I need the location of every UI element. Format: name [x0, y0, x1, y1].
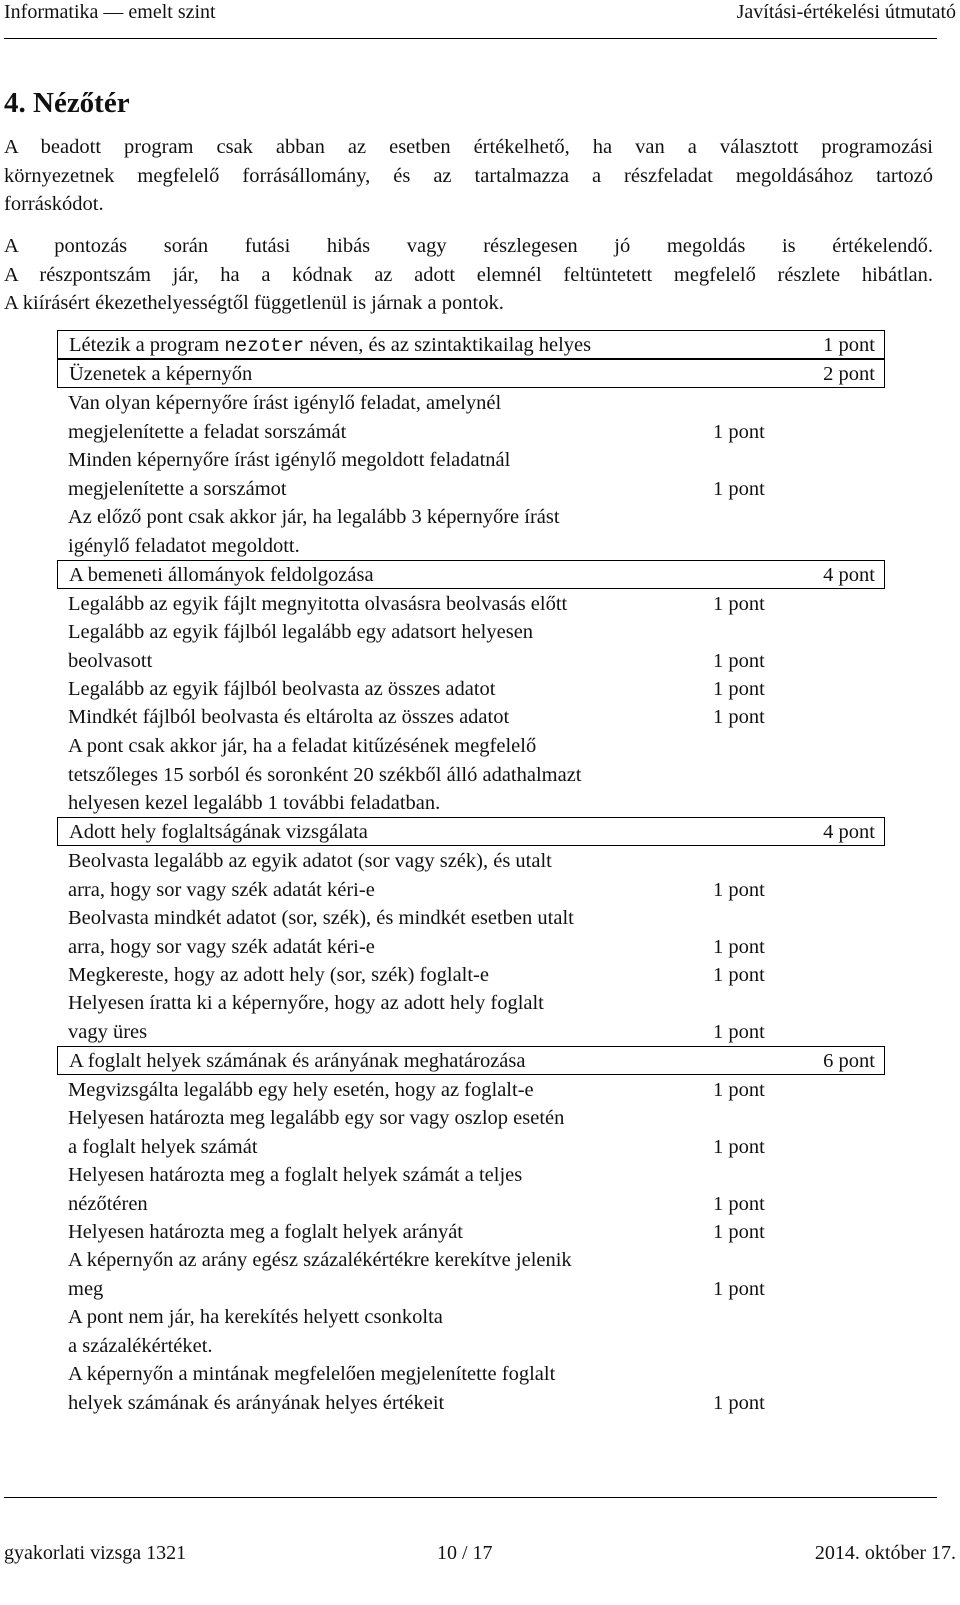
footer-page-number: 10 / 17 — [437, 1542, 493, 1564]
rubric-item — [57, 847, 885, 904]
item-points: 1 pont — [713, 1020, 765, 1043]
item-text-line-1: Legalább az egyik fájlból beolvasta az összes adatot — [68, 678, 496, 700]
item-text-line-1: Megkereste, hogy az adott hely (sor, szék) foglalt-e — [68, 964, 489, 986]
text-line: A kiírásért ékezethelyességtől függetlenül is járnak a pontok. — [4, 292, 504, 314]
item-text-line-1: Van olyan képernyőre írást igénylő feladat, amelynél — [68, 392, 502, 414]
item-text-line-2: megjelenítette a feladat sorszámát — [68, 420, 347, 443]
rubric-item — [57, 590, 885, 619]
header-divider — [4, 38, 937, 39]
item-points: 1 pont — [713, 649, 765, 672]
item-text-line-1: A képernyőn az arány egész százalékértékre kerekítve jelenik — [68, 1249, 572, 1271]
rubric-item — [57, 1218, 885, 1247]
rubric-section-screen-messages — [57, 359, 885, 388]
item-points: 1 pont — [713, 420, 765, 443]
item-text-line-2: arra, hogy sor vagy szék adatát kéri-e — [68, 878, 375, 901]
note-line-2: a százalékértéket. — [68, 1334, 213, 1357]
item-text-line-1: A képernyőn a mintának megfelelően megjelenítette foglalt — [68, 1363, 556, 1385]
item-points: 1 pont — [713, 1192, 765, 1215]
rubric-item — [57, 703, 885, 732]
rubric-section-occupied-count-ratio — [57, 1046, 885, 1075]
item-text-line-2: arra, hogy sor vagy szék adatát kéri-e — [68, 935, 375, 958]
rubric-note — [57, 1303, 885, 1360]
section-points: 2 pont — [823, 363, 875, 385]
row-text-prefix: Létezik a program — [69, 334, 225, 356]
rubric-section-seat-occupancy — [57, 817, 885, 846]
section-points: 4 pont — [823, 564, 875, 586]
intro-paragraph-2 — [4, 232, 933, 318]
intro-paragraph-1 — [4, 133, 933, 219]
rubric-item — [57, 989, 885, 1046]
rubric-row-program-exists — [57, 330, 885, 359]
item-text-line-1: Mindkét fájlból beolvasta és eltárolta az összes adatot — [68, 706, 510, 728]
item-text-line-1: Legalább az egyik fájlból legalább egy adatsort helyesen — [68, 621, 534, 643]
text-line: környezetnek megfelelő forrásállomány, és az tartalmazza a részfeladat megoldásához tartozó — [4, 164, 933, 187]
item-text-line-1: Legalább az egyik fájlt megnyitotta olvasásra beolvasás előtt — [68, 593, 568, 615]
footer-exam-id: gyakorlati vizsga 1321 — [4, 1542, 187, 1564]
item-points: 1 pont — [713, 1079, 765, 1101]
text-line: forráskódot. — [4, 193, 104, 215]
footer-divider — [4, 1497, 937, 1498]
rubric-item — [57, 618, 885, 675]
page-title: 4. Nézőtér — [4, 87, 130, 119]
rubric-item — [57, 389, 885, 446]
item-points: 1 pont — [713, 678, 765, 700]
item-points: 1 pont — [713, 1221, 765, 1243]
item-points: 1 pont — [713, 1391, 765, 1414]
item-text-line-1: Minden képernyőre írást igénylő megoldott feladatnál — [68, 449, 511, 471]
item-points: 1 pont — [713, 1277, 765, 1300]
text-line: A pontozás során futási hibás vagy részlegesen jó megoldás is értékelendő. — [4, 235, 933, 257]
section-points: 1 pont — [823, 334, 875, 356]
footer-date: 2014. október 17. — [814, 1542, 956, 1564]
section-title: Adott hely foglaltságának vizsgálata — [69, 821, 368, 843]
section-points: 4 pont — [823, 821, 875, 843]
rubric-item — [57, 1076, 885, 1105]
section-title: A bemeneti állományok feldolgozása — [69, 564, 374, 586]
note-line-1: A pont csak akkor jár, ha a feladat kitűzésének megfelelő — [68, 735, 537, 757]
item-text-line-2: helyek számának és arányának helyes értékeit — [68, 1391, 445, 1414]
header-doc-type: Javítási-értékelési útmutató — [736, 1, 956, 23]
header-subject: Informatika — emelt szint — [4, 1, 216, 23]
item-points: 1 pont — [713, 477, 765, 500]
program-name-code: nezoter — [224, 335, 305, 357]
item-text-line-1: Helyesen határozta meg a foglalt helyek számát a teljes — [68, 1164, 523, 1186]
text-line: A részpontszám jár, ha a kódnak az adott elemnél feltüntetett megfelelő részlete hibátlan. — [4, 263, 933, 286]
item-text-line-1: Helyesen íratta ki a képernyőre, hogy az adott hely foglalt — [68, 992, 544, 1014]
rubric-note — [57, 503, 885, 560]
note-line-1: Az előző pont csak akkor jár, ha legalább 3 képernyőre írást — [68, 506, 560, 528]
note-line-3: helyesen kezel legalább 1 további feladatban. — [68, 792, 441, 814]
item-text-line-1: Megvizsgálta legalább egy hely esetén, hogy az foglalt-e — [68, 1079, 534, 1101]
rubric-item — [57, 1161, 885, 1218]
item-text-line-1: Helyesen határozta meg legalább egy sor vagy oszlop esetén — [68, 1107, 565, 1129]
item-text-line-2: a foglalt helyek számát — [68, 1135, 258, 1158]
item-points: 1 pont — [713, 593, 765, 615]
item-text-line-1: Beolvasta legalább az egyik adatot (sor vagy szék), és utalt — [68, 850, 552, 872]
item-points: 1 pont — [713, 935, 765, 958]
item-points: 1 pont — [713, 706, 765, 728]
note-line-2: tetszőleges 15 sorból és soronként 20 székből álló adathalmazt — [68, 763, 582, 786]
item-text-line-2: vagy üres — [68, 1020, 148, 1043]
row-text-suffix: néven, és az szintaktikailag helyes — [304, 334, 592, 356]
rubric-item — [57, 446, 885, 503]
rubric-item — [57, 904, 885, 961]
item-text-line-2: meg — [68, 1277, 104, 1300]
item-points: 1 pont — [713, 1135, 765, 1158]
rubric-item — [57, 1104, 885, 1161]
item-text-line-2: nézőtéren — [68, 1192, 148, 1215]
rubric-item — [57, 1246, 885, 1303]
section-title: A foglalt helyek számának és arányának meghatározása — [69, 1050, 526, 1072]
item-text-line-1: Helyesen határozta meg a foglalt helyek arányát — [68, 1221, 464, 1243]
item-text-line-2: beolvasott — [68, 649, 153, 672]
item-text-line-2: megjelenítette a sorszámot — [68, 477, 287, 500]
rubric-item — [57, 961, 885, 990]
note-line-2: igénylő feladatot megoldott. — [68, 534, 300, 557]
section-points: 6 pont — [823, 1050, 875, 1072]
item-points: 1 pont — [713, 964, 765, 986]
item-points: 1 pont — [713, 878, 765, 901]
rubric-note — [57, 732, 885, 818]
section-title: Üzenetek a képernyőn — [69, 363, 253, 385]
row-text — [69, 331, 591, 361]
rubric-section-input-processing — [57, 560, 885, 589]
rubric-item — [57, 1360, 885, 1417]
item-text-line-1: Beolvasta mindkét adatot (sor, szék), és mindkét esetben utalt — [68, 907, 574, 929]
note-line-1: A pont nem jár, ha kerekítés helyett csonkolta — [68, 1306, 443, 1328]
rubric-item — [57, 675, 885, 704]
text-line: A beadott program csak abban az esetben értékelhető, ha van a választott programozási — [4, 136, 933, 158]
